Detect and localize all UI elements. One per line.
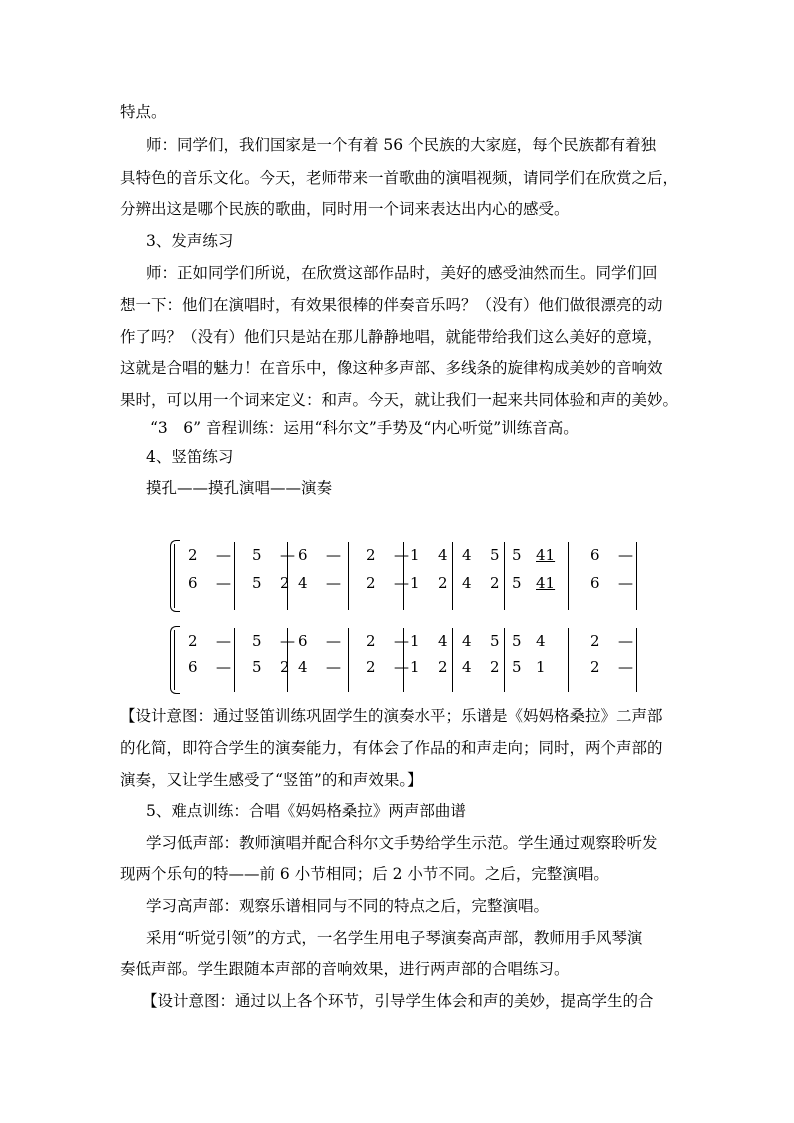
score-note: 2 — [490, 658, 500, 676]
paragraph-line: 作了吗？（没有）他们只是站在那儿静静地唱，就能带给我们这么美好的意境， — [120, 328, 663, 346]
paragraph-line: 学习高声部：观察乐谱相同与不同的特点之后，完整演唱。 — [146, 897, 550, 915]
score-note: 2 — [438, 658, 448, 676]
score-note: — — [618, 574, 633, 592]
score-note: 2 — [188, 546, 198, 564]
score-note: 4 — [536, 632, 546, 650]
bar-line — [234, 628, 235, 692]
score-note: 5 — [490, 632, 500, 650]
score-note: 2 — [366, 574, 376, 592]
score-note: 5 — [252, 658, 262, 676]
score-note: 6 — [298, 632, 308, 650]
score-note: 4 — [298, 574, 308, 592]
score-note: 1 — [410, 574, 420, 592]
design-intent-line: 的化简，即符合学生的演奏能力，有体会了作品的和声走向；同时，两个声部的 — [120, 739, 663, 757]
bar-line — [287, 542, 288, 610]
score-note: 4 — [462, 632, 472, 650]
paragraph-line: 分辨出这是哪个民族的歌曲，同时用一个词来表达出内心的感受。 — [120, 200, 570, 218]
score-note: 41 — [536, 574, 556, 592]
score-note: 1 — [536, 658, 546, 676]
score-note: 4 — [298, 658, 308, 676]
paragraph-line: 师：同学们，我们国家是一个有着 56 个民族的大家庭，每个民族都有着独 — [146, 136, 657, 154]
score-note: — — [216, 546, 231, 564]
score-note: 5 — [252, 574, 262, 592]
score-note: — — [326, 546, 341, 564]
score-note: — — [618, 546, 633, 564]
score-note: 6 — [590, 546, 600, 564]
score-upper-voice — [170, 540, 650, 570]
score-note: — — [326, 632, 341, 650]
design-intent-line: 演奏，又让学生感受了“竖笛”的和声效果。】 — [120, 771, 423, 789]
score-note: 2 — [366, 658, 376, 676]
design-intent-line: 【设计意图：通过以上各个环节，引导学生体会和声的美妙，提高学生的合 — [142, 992, 654, 1010]
bar-line — [636, 542, 637, 610]
score-note: — — [618, 658, 633, 676]
score-note: 2 — [280, 658, 290, 676]
bar-line — [348, 542, 349, 610]
score-system-2 — [170, 626, 650, 694]
score-note: — — [216, 574, 231, 592]
score-system-1 — [170, 540, 650, 612]
score-note: 6 — [188, 574, 198, 592]
bar-line — [568, 542, 569, 610]
score-note: 5 — [512, 574, 522, 592]
score-note: 6 — [298, 546, 308, 564]
score-note: — — [216, 632, 231, 650]
design-intent-line: 【设计意图：通过竖笛训练巩固学生的演奏水平；乐谱是《妈妈格桑拉》二声部 — [120, 707, 663, 725]
section-heading: 5、难点训练：合唱《妈妈格桑拉》两声部曲谱 — [146, 802, 466, 820]
score-lower-voice — [170, 652, 650, 682]
score-note: — — [326, 574, 341, 592]
score-note: 41 — [536, 546, 556, 564]
bar-line — [348, 628, 349, 692]
score-note: 2 — [438, 574, 448, 592]
score-note: 4 — [462, 658, 472, 676]
score-note: — — [394, 546, 409, 564]
score-note: — — [216, 658, 231, 676]
paragraph-line: 师：正如同学们所说，在欣赏这部作品时，美好的感受油然而生。同学们回 — [146, 264, 658, 282]
score-note: 5 — [512, 632, 522, 650]
section-heading: 4、竖笛练习 — [146, 448, 234, 466]
paragraph-line: 学习低声部：教师演唱并配合科尔文手势给学生示范。学生通过观察聆听发 — [146, 834, 658, 852]
bar-line — [403, 542, 404, 610]
section-heading: 3、发声练习 — [146, 232, 234, 250]
score-note: 4 — [462, 546, 472, 564]
score-note: 4 — [438, 632, 448, 650]
score-note: 5 — [490, 546, 500, 564]
paragraph-line: 现两个乐句的特——前 6 小节相同；后 2 小节不同。之后，完整演唱。 — [120, 865, 609, 883]
score-note: 1 — [410, 546, 420, 564]
paragraph-line: 这就是合唱的魅力！在音乐中，像这种多声部、多线条的旋律构成美妙的音响效 — [120, 359, 663, 377]
paragraph-line: 具特色的音乐文化。今天，老师带来一首歌曲的演唱视频，请同学们在欣赏之后， — [120, 169, 679, 187]
score-note: 5 — [512, 658, 522, 676]
paragraph-line: 特点。 — [120, 103, 167, 121]
score-note: 2 — [490, 574, 500, 592]
score-note: 2 — [280, 574, 290, 592]
score-note: 2 — [366, 546, 376, 564]
paragraph-line: “3 6” 音程训练：运用“科尔文”手势及“内心听觉”训练音高。 — [150, 419, 579, 437]
score-note: 5 — [512, 546, 522, 564]
score-note: — — [618, 632, 633, 650]
score-note: 2 — [188, 632, 198, 650]
bar-line — [403, 628, 404, 692]
paragraph-line: 摸孔——摸孔演唱——演奏 — [146, 479, 333, 497]
score-note: 2 — [590, 632, 600, 650]
bar-line — [287, 628, 288, 692]
score-note: — — [326, 658, 341, 676]
bar-line — [504, 628, 505, 692]
bar-line — [452, 542, 453, 610]
score-note: — — [280, 546, 295, 564]
paragraph-line: 奏低声部。学生跟随本声部的音响效果，进行两声部的合唱练习。 — [120, 960, 570, 978]
score-note: 4 — [462, 574, 472, 592]
score-note: 6 — [188, 658, 198, 676]
score-note: 1 — [410, 632, 420, 650]
paragraph-line: 采用“听觉引领”的方式，一名学生用电子琴演奏高声部，教师用手风琴演 — [146, 929, 643, 947]
score-note: 5 — [252, 546, 262, 564]
score-note: — — [394, 574, 409, 592]
bar-line — [504, 542, 505, 610]
score-note: 5 — [252, 632, 262, 650]
score-note: 4 — [438, 546, 448, 564]
score-note: — — [394, 658, 409, 676]
bar-line — [568, 628, 569, 692]
bar-line — [636, 628, 637, 692]
score-note: — — [280, 632, 295, 650]
score-note: 1 — [410, 658, 420, 676]
score-note: 2 — [590, 658, 600, 676]
score-lower-voice — [170, 568, 650, 598]
score-note: 6 — [590, 574, 600, 592]
bar-line — [234, 542, 235, 610]
bar-line — [452, 628, 453, 692]
score-note: 2 — [366, 632, 376, 650]
score-note: — — [394, 632, 409, 650]
paragraph-line: 果时，可以用一个词来定义：和声。今天，就让我们一起来共同体验和声的美妙。 — [120, 391, 679, 409]
paragraph-line: 想一下：他们在演唱时，有效果很棒的伴奏音乐吗？（没有）他们做很漂亮的动 — [120, 296, 663, 314]
